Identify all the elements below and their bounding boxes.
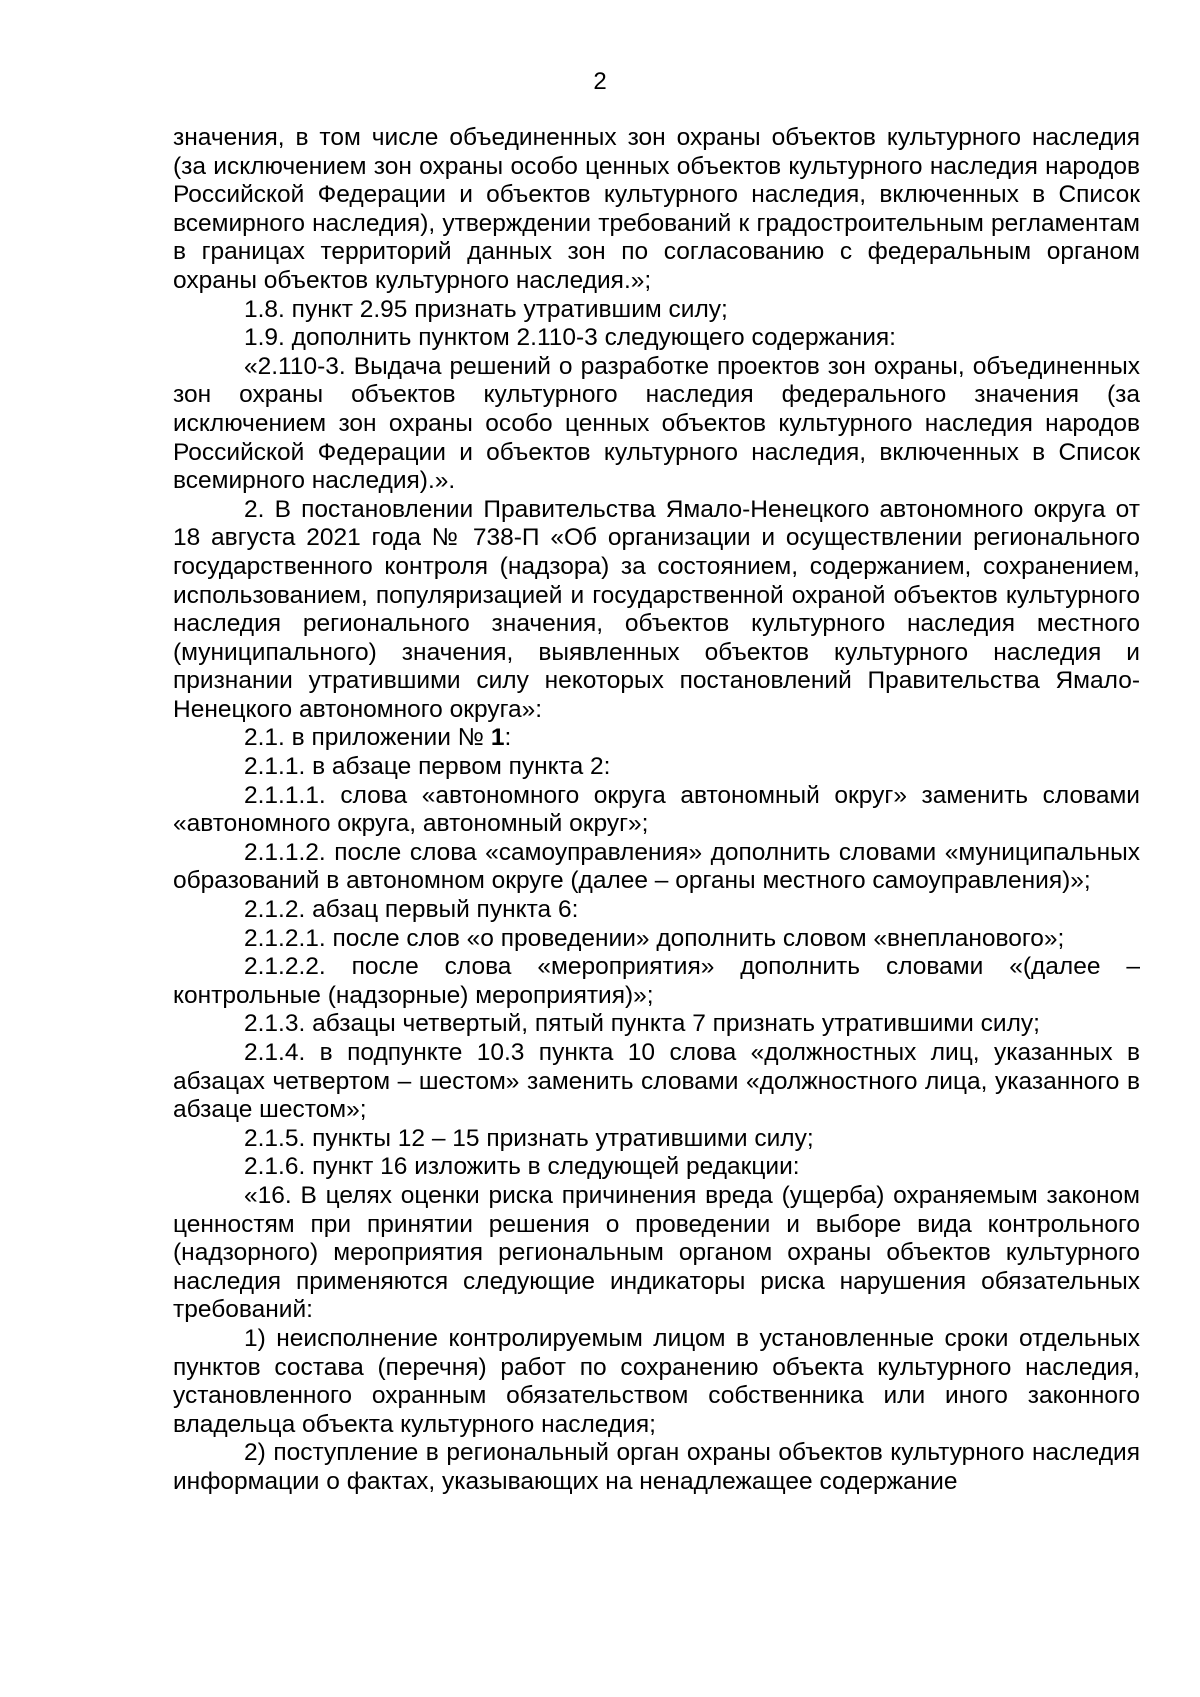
paragraph-2-1-colon: : — [504, 724, 512, 752]
paragraph-2-1-4: 2.1.4. в подпункте 10.3 пункта 10 слова «должностных лиц, указанных в абзацах четвертом – шестом» заменить словами «должностного лица, указанного в абзаце шестом»; — [173, 1039, 1140, 1124]
paragraph-2-1-2: 2.1.2. абзац первый пункта 6: — [244, 896, 579, 924]
paragraph-2-1-1: 2.1.1. в абзаце первом пункта 2: — [244, 753, 611, 781]
paragraph-2-1-6: 2.1.6. пункт 16 изложить в следующей редакции: — [244, 1153, 800, 1181]
paragraph-2-1-2-1: 2.1.2.1. после слов «о проведении» дополнить словом «внепланового»; — [244, 924, 1065, 952]
document-body — [173, 124, 1140, 1497]
paragraph-2-1-text: 2.1. в приложении № — [244, 724, 491, 752]
paragraph-2-1 — [173, 724, 1140, 753]
paragraph-1-9: 1.9. дополнить пунктом 2.110-3 следующего содержания: — [244, 324, 896, 352]
paragraph-16: «16. В целях оценки риска причинения вреда (ущерба) охраняемым законом ценностям при принятии решения о проведении и выборе вида контрольного (надзорного) мероприятия региональным органом охраны объектов культурного наследия применяются следующие индикаторы риска нарушения обязательных требований: — [173, 1181, 1140, 1324]
paragraph-2-1-2-2: 2.1.2.2. после слова «мероприятия» дополнить словами «(далее – контрольные (надзорные) мероприятия)»; — [173, 953, 1140, 1009]
appendix-number: 1 — [490, 724, 505, 752]
paragraph-2-1-5: 2.1.5. пункты 12 – 15 признать утратившими силу; — [244, 1124, 814, 1152]
paragraph-2: 2. В постановлении Правительства Ямало-Ненецкого автономного округа от 18 августа 2021 года № 738-П «Об организации и осуществлении регионального государственного контроля (надзора) за состоянием, содержанием, сохранением, использованием, популяризацией и государственной охраной объектов культурного наследия регионального значения, объектов культурного наследия местного (муниципального) значения, выявленных объектов культурного наследия и признании утратившими силу некоторых постановлений Правительства Ямало-Ненецкого автономного округа»: — [173, 495, 1140, 723]
paragraph-2-110-3: «2.110-3. Выдача решений о разработке проектов зон охраны, объединенных зон охраны объектов культурного наследия федерального значения (за исключением зон охраны особо ценных объектов культурного наследия народов Российской Федерации и объектов культурного наследия, включенных в Список всемирного наследия).». — [173, 352, 1140, 495]
paragraph-2-1-1-2: 2.1.1.2. после слова «самоуправления» дополнить словами «муниципальных образований в автономном округе (далее – органы местного самоуправления)»; — [173, 838, 1140, 895]
paragraph-2-1-3: 2.1.3. абзацы четвертый, пятый пункта 7 признать утратившими силу; — [244, 1010, 1040, 1038]
paragraph-2-1-1-1: 2.1.1.1. слова «автономного округа автономный округ» заменить словами «автономного округа, автономный округ»; — [173, 781, 1140, 838]
page-number: 2 — [593, 68, 607, 95]
paragraph-continuation: значения, в том числе объединенных зон охраны объектов культурного наследия (за исключением зон охраны особо ценных объектов культурного наследия народов Российской Федерации и объектов культурного наследия, включенных в Список всемирного наследия), утверждении требований к градостроительным регламентам в границах территорий данных зон по согласованию с федеральным органом охраны объектов культурного наследия.»; — [173, 124, 1140, 294]
list-item-2: 2) поступление в региональный орган охраны объектов культурного наследия информации о фактах, указывающих на ненадлежащее содержание — [173, 1439, 1140, 1495]
list-item-1: 1) неисполнение контролируемым лицом в установленные сроки отдельных пунктов состава (перечня) работ по сохранению объекта культурного наследия, установленного охранным обязательством собственника или иного законного владельца объекта культурного наследия; — [173, 1324, 1140, 1438]
paragraph-1-8: 1.8. пункт 2.95 признать утратившим силу; — [244, 295, 728, 323]
